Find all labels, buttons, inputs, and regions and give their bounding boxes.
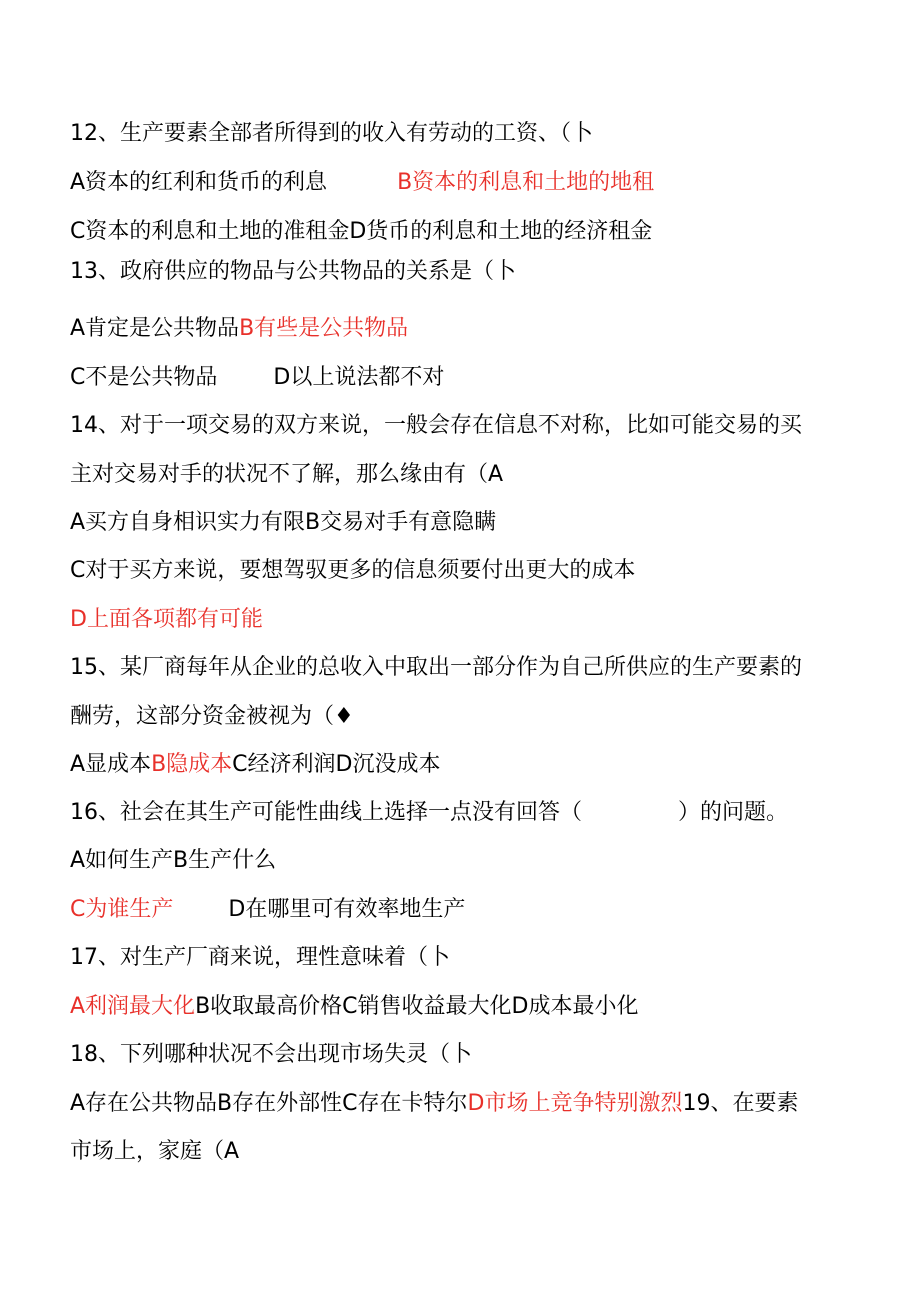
answer-option-b: B资本的利息和土地的地租 — [397, 170, 655, 195]
question-19-stem-start: 19、在要素 — [682, 1091, 799, 1116]
option-cd: C经济利润D沉没成本 — [232, 752, 441, 777]
answer-option-d: D市场上竞争特别激烈 — [467, 1091, 683, 1116]
stem-tail: ）的问题。 — [678, 800, 789, 825]
option-a: A资本的红利和货币的利息 — [70, 170, 328, 195]
question-15-options — [70, 751, 440, 779]
answer-option-b: B隐成本 — [151, 752, 233, 777]
question-18-stem: 18、下列哪种状况不会出现市场失灵（卜 — [70, 1042, 472, 1067]
answer-option-b: B有些是公共物品 — [239, 316, 409, 341]
question-18-options — [70, 1090, 798, 1118]
question-14-stem-line1: 14、对于一项交易的双方来说，一般会存在信息不对称，比如可能交易的买 — [70, 413, 802, 438]
option-a: A肯定是公共物品 — [70, 316, 240, 341]
question-12-stem: 12、生产要素全部者所得到的收入有劳动的工资、（卜 — [70, 121, 593, 146]
option-d: D以上说法都不对 — [273, 365, 445, 390]
stem-text: 16、社会在其生产可能性曲线上选择一点没有回答（ — [70, 800, 582, 825]
question-14-stem-line2: 主对交易对手的状况不了解，那么缘由有（A — [70, 462, 504, 487]
question-16-options-ab: A如何生产B生产什么 — [70, 848, 277, 873]
question-14-answer-option-d: D上面各项都有可能 — [70, 607, 263, 632]
question-17-stem: 17、对生产厂商来说，理性意味着（卜 — [70, 945, 450, 970]
question-16-options-cd — [70, 896, 465, 924]
question-12-options-ab — [70, 169, 654, 197]
option-d: D在哪里可有效率地生产 — [228, 897, 466, 922]
question-13-options-ab — [70, 315, 408, 343]
question-17-options — [70, 993, 638, 1021]
question-16-stem — [70, 799, 788, 827]
question-14-options-ab: A买方自身相识实力有限B交易对手有意隐瞒 — [70, 510, 497, 535]
option-a: A显成本 — [70, 752, 152, 777]
question-15-stem-line2: 酬劳，这部分资金被视为（♦ — [70, 704, 354, 729]
answer-option-a: A利润最大化 — [70, 994, 196, 1019]
question-19-stem-line2: 市场上，家庭（A — [70, 1139, 240, 1164]
options-abc: A存在公共物品B存在外部性C存在卡特尔 — [70, 1091, 468, 1116]
option-c: C不是公共物品 — [70, 365, 218, 390]
answer-option-c: C为谁生产 — [70, 897, 174, 922]
options-bcd: B收取最高价格C销售收益最大化D成本最小化 — [195, 994, 639, 1019]
question-12-options-cd: C资本的利息和土地的准租金D货币的利息和土地的经济租金 — [70, 219, 653, 244]
question-13-stem: 13、政府供应的物品与公共物品的关系是（卜 — [70, 259, 516, 284]
question-14-option-c: C对于买方来说，要想驾驭更多的信息须要付出更大的成本 — [70, 558, 636, 583]
question-15-stem-line1: 15、某厂商每年从企业的总收入中取出一部分作为自己所供应的生产要素的 — [70, 655, 802, 680]
question-13-options-cd — [70, 364, 444, 392]
